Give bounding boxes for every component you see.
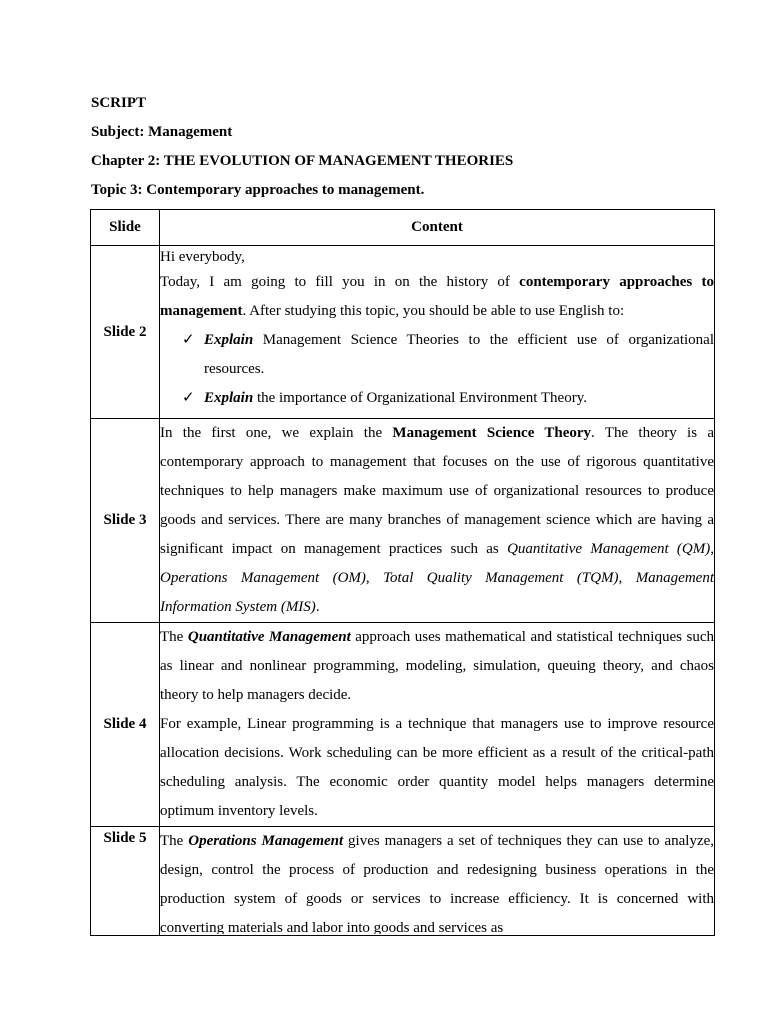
intro-paragraph: [160, 268, 714, 326]
intro-text-end: . After studying this topic, you should be able to use English to:: [242, 303, 625, 319]
intro-text: Today, I am going to fill you in on the history of: [160, 274, 520, 290]
clipped-content: [160, 827, 714, 934]
slide-label: Slide 2: [91, 246, 160, 419]
table-header-row: [91, 210, 715, 246]
topic-line: Topic 3: Contemporary approaches to management.: [91, 182, 425, 198]
table-row: [91, 623, 715, 827]
list-item-text: [204, 384, 714, 413]
subject-line: Subject: Management: [91, 124, 233, 140]
list-item-bold: Explain: [204, 390, 254, 406]
list-item-rest: Management Science Theories to the efficient use of organizational resources.: [204, 332, 714, 377]
slide-column-header: Slide: [91, 210, 160, 246]
list-item: [160, 326, 714, 384]
content-column-header: Content: [160, 210, 715, 246]
greeting-text: Hi everybody,: [160, 249, 245, 265]
paragraph-bold-italic-text: Operations Management: [188, 833, 344, 849]
list-item-bold: Explain: [204, 332, 254, 348]
table-row: [91, 246, 715, 419]
table-row: [91, 827, 715, 936]
slide-content: [160, 246, 715, 419]
paragraph-text: The: [160, 833, 189, 849]
paragraph-text: In the first one, we explain the: [160, 425, 393, 441]
paragraph-text-end: .: [315, 599, 320, 615]
paragraph-text: approach uses mathematical and statistical techniques such as linear and nonlinear programming, modeling, simulation, queuing theory, and chaos theory to help managers decide.: [160, 629, 714, 703]
paragraph-italic-text: Quantitative Management (QM), Operations Management (OM), Total Quality Management (TQM), Management Information System (MIS): [160, 541, 714, 615]
paragraph-text: . The theory is a contemporary approach to management that focuses on the use of rigorous quantitative techniques to help managers make maximum use of organizational resources to produce goods and services. There are many branches of management science which are having a significant impact on management practices such as: [160, 425, 714, 557]
slide-paragraph: [160, 623, 714, 710]
slide-label: Slide 4: [91, 623, 160, 827]
list-item: [160, 384, 714, 413]
paragraph-bold-text: Management Science Theory: [392, 425, 592, 441]
paragraph-text: The: [160, 629, 188, 645]
slide-label: Slide 3: [91, 419, 160, 623]
list-item-text: [204, 326, 714, 384]
slide-label: Slide 5: [91, 827, 160, 936]
paragraph-bold-italic-text: Quantitative Management: [187, 629, 351, 645]
list-item-rest: the importance of Organizational Environment Theory.: [253, 390, 587, 406]
intro-bold-text: contemporary approaches to management: [160, 274, 714, 319]
slide-paragraph: [160, 827, 714, 934]
check-icon: ✓: [182, 332, 195, 348]
paragraph-text: gives managers a set of techniques they can use to analyze, design, control the process of production and redesigning business operations in the production system of goods or services to increase efficiency. It is concerned with converting materials and labor into goods and services as: [160, 833, 714, 934]
check-icon: ✓: [182, 390, 195, 406]
script-table: [90, 209, 715, 936]
slide-paragraph: [160, 419, 714, 622]
table-row: [91, 419, 715, 623]
slide-content: [160, 827, 715, 936]
slide-content: [160, 623, 715, 827]
slide-paragraph: For example, Linear programming is a technique that managers use to improve resource allocation decisions. Work scheduling can be more efficient as a result of the critical-path scheduling analysis. The economic order quantity model helps managers determine optimum inventory levels.: [160, 716, 714, 819]
slide-content: [160, 419, 715, 623]
script-heading: SCRIPT: [91, 95, 147, 111]
chapter-line: Chapter 2: THE EVOLUTION OF MANAGEMENT THEORIES: [91, 153, 514, 169]
